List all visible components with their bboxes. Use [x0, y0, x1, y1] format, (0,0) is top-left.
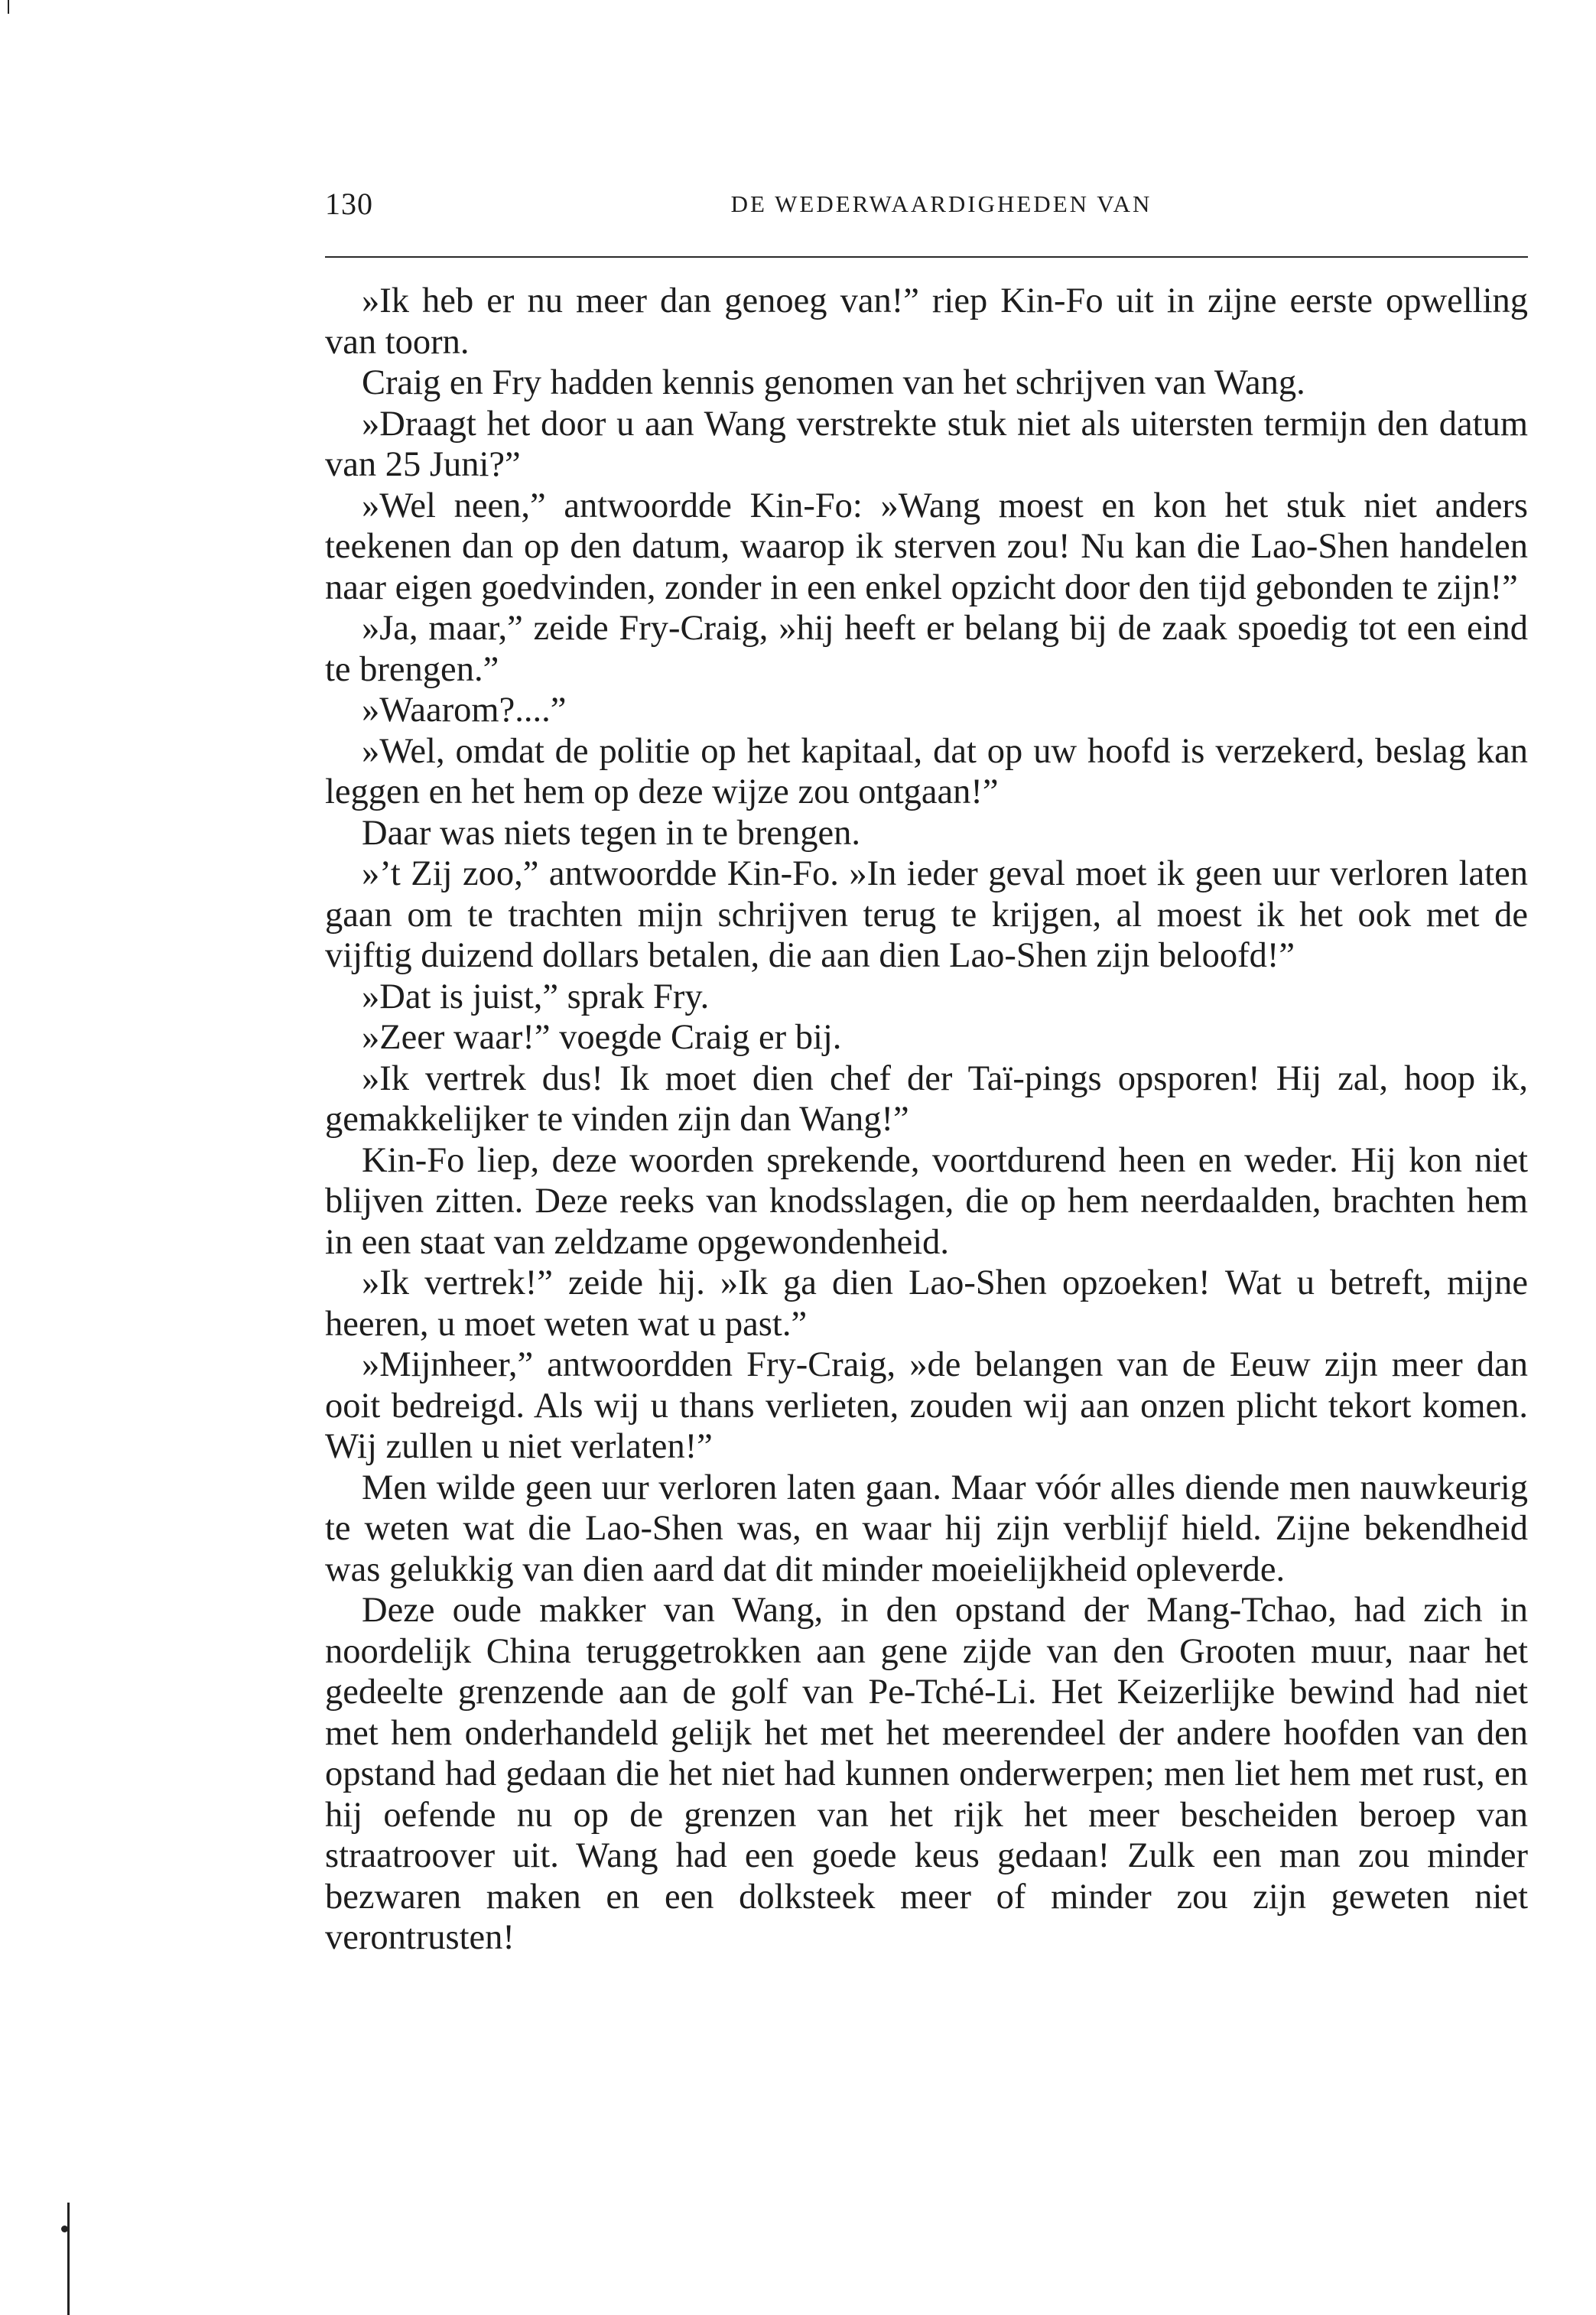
paragraph: »Waarom?....” [362, 691, 567, 730]
paragraph: »Wel neen,” antwoordde Kin-Fo: »Wang moest en kon het stuk niet anders teekenen dan op den datum, waarop ik sterven zou! Nu kan die Lao-Shen handelen naar eigen goedvinden, zonder in een enkel opzicht door den tijd gebonden te zijn!” [325, 486, 1528, 607]
paragraph: »Wel, omdat de politie op het kapitaal, dat op uw hoofd is verzekerd, beslag kan leggen en het hem op deze wijze zou ontgaan!” [325, 731, 1528, 811]
paragraph: »Ik vertrek dus! Ik moet dien chef der Taï-pings opsporen! Hij zal, hoop ik, gemakkelijker te vinden zijn dan Wang!” [325, 1058, 1528, 1139]
scan-edge-mark [61, 2226, 68, 2232]
paragraph: Men wilde geen uur verloren laten gaan. Maar vóór alles diende men nauwkeurig te weten wat die Lao-Shen was, en waar hij zijn verblijf hield. Zijne bekendheid was gelukkig van dien aard dat dit minder moeielijkheid opleverde. [325, 1468, 1528, 1589]
paragraph: »Draagt het door u aan Wang verstrekte stuk niet als uitersten termijn den datum van 25 Juni?” [325, 404, 1528, 484]
paragraph: Daar was niets tegen in te brengen. [362, 813, 861, 853]
paragraph: Kin-Fo liep, deze woorden sprekende, voortdurend heen en weder. Hij kon niet blijven zitten. Deze reeks van knodsslagen, die op hem neerdaalden, brachten hem in een staat van zeldzame opgewondenheid. [325, 1140, 1528, 1262]
paragraph: »Ja, maar,” zeide Fry-Craig, »hij heeft er belang bij de zaak spoedig tot een eind te brengen.” [325, 609, 1528, 689]
paragraph: »Zeer waar!” voegde Craig er bij. [362, 1018, 842, 1057]
paragraph: Craig en Fry hadden kennis genomen van het schrijven van Wang. [362, 363, 1305, 402]
paragraph: »Ik heb er nu meer dan genoeg van!” riep Kin-Fo uit in zijne eerste opwelling van toorn. [325, 281, 1528, 362]
page-header [325, 186, 1527, 224]
header-rule [325, 256, 1528, 258]
paragraph: Deze oude makker van Wang, in den opstand der Mang-Tchao, had zich in noordelijk China teruggetrokken aan gene zijde van den Grooten muur, naar het gedeelte grenzende aan de golf van Pe-Tché-Li. Het Keizerlijke bewind had niet met hem onderhandeld gelijk het met het meerendeel der andere hoofden van den opstand had gedaan die het niet had kunnen onderwerpen; men liet hem met rust, en hij oefende nu op de grenzen van het rijk het meer bescheiden beroep van straatroover uit. Wang had een goede keus gedaan! Zulk een man zou minder bezwaren maken en een dolksteek meer of minder zou zijn geweten niet verontrusten! [325, 1591, 1528, 1957]
scan-edge-mark [67, 2203, 70, 2315]
page-number: 130 [325, 187, 373, 221]
paragraph: »Dat is juist,” sprak Fry. [362, 977, 710, 1016]
scan-edge-mark [8, 0, 9, 14]
body-text [325, 281, 1528, 1959]
paragraph: »’t Zij zoo,” antwoordde Kin-Fo. »In ieder geval moet ik geen uur verloren laten gaan om te trachten mijn schrijven terug te krijgen, al moest ik het ook met de vijftig duizend dollars betalen, die aan dien Lao-Shen zijn beloofd!” [325, 854, 1528, 975]
running-head: DE WEDERWAARDIGHEDEN VAN [730, 190, 1152, 217]
paragraph: »Mijnheer,” antwoordden Fry-Craig, »de belangen van de Eeuw zijn meer dan ooit bedreigd. Als wij u thans verlieten, zouden wij aan onzen plicht tekort komen. Wij zullen u niet verlaten!” [325, 1345, 1528, 1466]
paragraph: »Ik vertrek!” zeide hij. »Ik ga dien Lao-Shen opzoeken! Wat u betreft, mijne heeren, u moet weten wat u past.” [325, 1263, 1528, 1344]
